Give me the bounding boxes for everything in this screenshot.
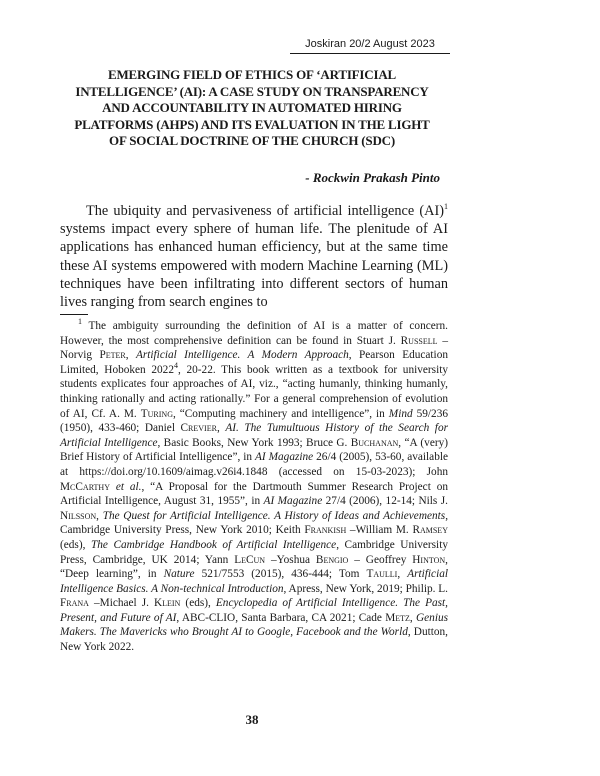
footnote-segment: –Yoshua bbox=[265, 553, 316, 566]
footnote-segment: Russell bbox=[400, 334, 438, 347]
footnote-segment: McCarthy bbox=[60, 480, 110, 493]
footnote-segment: , Apress, New York, 2019; Philip. L. bbox=[283, 582, 448, 595]
footnote-segment: et al. bbox=[115, 480, 142, 493]
footnote-segment: –Michael J. bbox=[88, 597, 154, 610]
body-text-continued: systems impact every sphere of human life. The plenitude of AI applications has enhanced human efficiency, but at the same time these AI systems empowered with modern Machine Learning (ML) techniques have been infiltrating into different sectors of human lives ranging from search engines to bbox=[60, 221, 448, 311]
footnote-segment: , Pearson Education Limited, Hoboken 2022 bbox=[60, 349, 448, 376]
footnote-segment: Metz bbox=[385, 611, 410, 624]
footnote-segment: Taulli bbox=[366, 568, 398, 581]
page-number: 38 bbox=[245, 712, 259, 727]
body-paragraph bbox=[60, 202, 448, 311]
footnote-segment: , bbox=[96, 509, 103, 522]
footnote-segment: Mind bbox=[388, 407, 413, 420]
footnote bbox=[60, 319, 448, 655]
footnote-segment: , Cambridge University Press, Cambridge, UK 2014; Yann bbox=[60, 538, 448, 566]
footnote-segment: – Norvig bbox=[60, 334, 448, 362]
author-name: - Rockwin Prakash Pinto bbox=[305, 170, 440, 185]
footnote-reference[interactable]: 1 bbox=[444, 202, 448, 212]
footnote-segment: Genius Makers. The Mavericks who Brought AI to Google, Facebook and the World bbox=[60, 611, 449, 639]
footnote-segment: The ambiguity surrounding the definition of AI is a matter of concern. However, the most comprehensive definition can be found in Stuart J. bbox=[60, 320, 448, 347]
footnote-segment: 59/236 (1950), 433-460; Daniel bbox=[60, 407, 448, 435]
footnote-segment: (eds), bbox=[180, 597, 216, 610]
footnote-segment: , “A (very) Brief History of Artificial Intelligence”, in bbox=[60, 436, 449, 464]
header-rule bbox=[290, 53, 450, 54]
footnote-segment: Ramsey bbox=[412, 524, 448, 537]
footnote-segment: Turing bbox=[140, 407, 173, 420]
footnote-number: 1 bbox=[78, 317, 82, 327]
footnote-segment: , bbox=[216, 422, 226, 435]
footnote-segment: Buchanan bbox=[350, 436, 399, 449]
footnote-segment: 521/7553 (2015), 436-444; Tom bbox=[194, 568, 367, 581]
footnote-segment: LeCun bbox=[234, 553, 266, 566]
footnote-segment: Bengio bbox=[315, 553, 349, 566]
footnote-segment: , “Computing machinery and intelligence”, in bbox=[172, 407, 389, 420]
footnote-separator bbox=[60, 314, 88, 315]
footnote-segment: Peter bbox=[99, 349, 126, 362]
footnote-segment: , bbox=[125, 349, 136, 362]
running-head: Joskiran 20/2 August 2023 bbox=[305, 38, 435, 50]
footnote-segment: 4 bbox=[173, 361, 178, 371]
footnote-segment: , “Deep learning”, in bbox=[60, 553, 448, 581]
footnote-segment: Nilsson bbox=[60, 509, 97, 522]
footnote-segment: The Quest for Artificial Intelligence. A History of Ideas and Achievements bbox=[102, 509, 446, 522]
footnote-segment: 26/4 (2005), 53-60, available at https://doi.org/10.1609/aimag.v26i4.1848 (accessed on 15-03-2023); John bbox=[60, 451, 448, 478]
footnote-segment: , “A Proposal for the Dartmouth Summer Research Project on Artificial Intelligence, August 31, 1955”, in bbox=[60, 480, 448, 508]
footnote-segment: The Cambridge Handbook of Artificial Intelligence bbox=[90, 538, 337, 551]
footnote-text bbox=[60, 320, 448, 653]
footnote-segment: –William M. bbox=[346, 524, 413, 537]
footnote-segment: Hinton bbox=[412, 553, 446, 566]
footnote-segment: (eds), bbox=[60, 538, 91, 551]
footnote-segment: Frana bbox=[60, 597, 89, 610]
footnote-segment: AI Magazine bbox=[255, 451, 314, 464]
footnote-segment: Encyclopedia of Artificial Intelligence. The Past, Present, and Future of AI bbox=[60, 597, 448, 624]
footnote-segment: Crevier bbox=[180, 422, 217, 435]
footnote-segment: , bbox=[409, 611, 416, 624]
footnote-segment: , Dutton, New York 2022. bbox=[60, 626, 448, 654]
article-title: EMERGING FIELD OF ETHICS OF ‘ARTIFICIAL INTELLIGENCE’ (AI): A CASE STUDY ON TRANSPARENCY AND ACCOUNTABILITY IN AUTOMATED HIRING PLATFORMS (AHPS) AND ITS EVALUATION IN THE LIGHT OF SOCIAL DOCTRINE OF THE CHURCH (SDC) bbox=[74, 67, 430, 149]
footnote-segment: Artificial Intelligence Basics. A Non-technical Introduction bbox=[60, 568, 448, 595]
footnote-segment: , ABC-CLIO, Santa Barbara, CA 2021; Cade bbox=[176, 611, 386, 624]
footnote-segment: AI. The Tumultuous History of the Search for Artificial Intelligence bbox=[60, 422, 448, 449]
body-text-start: The ubiquity and pervasiveness of artificial intelligence (AI) bbox=[86, 203, 444, 219]
footnote-segment: Nature bbox=[163, 568, 195, 581]
footnote-segment: , Basic Books, New York 1993; Bruce G. bbox=[157, 436, 351, 449]
footnote-segment: Frankish bbox=[304, 524, 347, 537]
footnote-segment: , bbox=[397, 568, 408, 581]
footnote-segment: AI Magazine bbox=[263, 495, 323, 508]
footnote-segment: Klein bbox=[154, 597, 181, 610]
footnote-segment: Artificial Intelligence. A Modern Approach bbox=[135, 349, 349, 362]
footnote-segment: , Cambridge University Press, New York 2010; Keith bbox=[60, 509, 449, 537]
footnote-segment: , 20-22. This book written as a textbook for university students explicates four approaches of AI, viz., “acting humanly, thinking humanly, thinking rationally and acting rationally.” For a general comprehension of evolution of AI, Cf. A. M. bbox=[60, 363, 448, 420]
footnote-segment: – Geoffrey bbox=[348, 553, 413, 566]
footnote-segment: 27/4 (2006), 12-14; Nils J. bbox=[322, 495, 448, 508]
